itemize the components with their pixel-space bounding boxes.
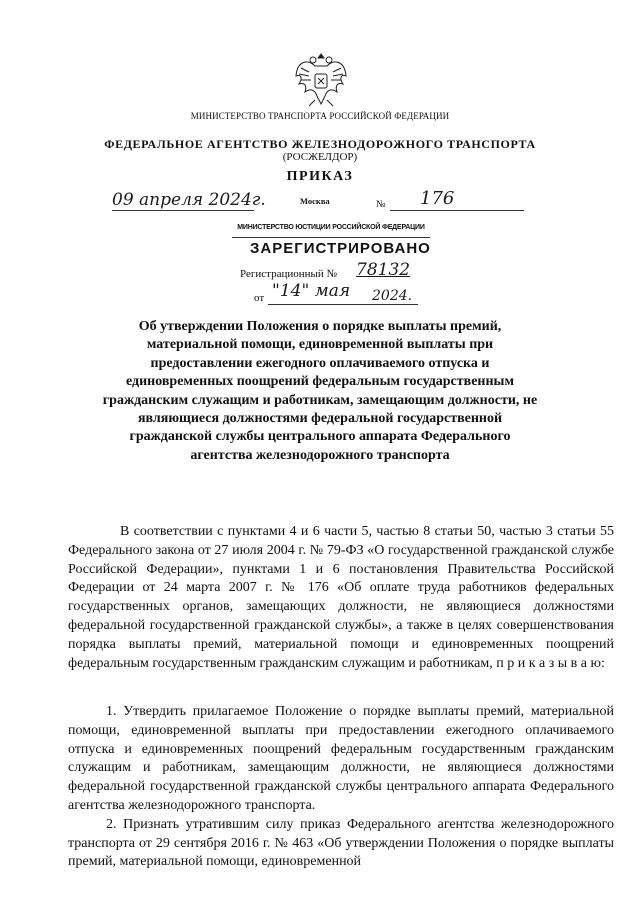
- order-number: 176: [420, 188, 455, 209]
- order-item-2: 2. Признать утратившим силу приказ Федерального агентства железнодорожного транспорта от 29 сентября 2016 г. № 463 «Об утверждении Положения о порядке выплаты премий, материальной помощи, единовременной: [68, 816, 614, 870]
- stamp-reg-label: Регистрационный №: [240, 268, 338, 280]
- stamp-from-date: "14" мая: [272, 281, 351, 301]
- stamp-year: 2024.: [372, 288, 413, 304]
- agency-name: ФЕДЕРАЛЬНОЕ АГЕНТСТВО ЖЕЛЕЗНОДОРОЖНОГО ТРАНСПОРТА: [104, 137, 536, 151]
- document-heading: Об утверждении Положения о порядке выплаты премий, материальной помощи, единовременной выплаты при предоставлении ежегодного оплачиваемого отпуска и единовременных поощрений федеральным государственным гражданским служащим и работникам, замещающим должности, не являющиеся должностями федеральной государственной гражданской службы центрального аппарата Федерального агентства железнодорожного транспорта: [102, 319, 538, 463]
- stamp-date-underline: [268, 304, 418, 305]
- stamp-reg-number: 78132: [356, 260, 411, 280]
- stamp-title: ЗАРЕГИСТРИРОВАНО: [250, 240, 431, 257]
- stamp-ministry: МИНИСТЕРСТВО ЮСТИЦИИ РОССИЙСКОЙ ФЕДЕРАЦИИ: [237, 224, 425, 231]
- order-item-1: 1. Утвердить прилагаемое Положение о порядке выплаты премий, материальной помощи, единовременной выплаты при предоставлении ежегодного оплачиваемого отпуска и единовременных поощрений федеральным государственным гражданским служащим и работникам, замещающим должности, не являющиеся должностями федеральной государственной гражданской службы центрального аппарата Федерального агентства железнодорожного транспорта.: [68, 704, 614, 813]
- order-title: ПРИКАЗ: [286, 169, 354, 184]
- date-underline: [112, 210, 254, 211]
- number-underline: [390, 210, 524, 211]
- preamble-paragraph: В соответствии с пунктами 4 и 6 части 5, частью 8 статьи 50, частью 3 статьи 55 Федерального закона от 27 июля 2004 г. № 79-ФЗ «О государственной гражданской службе Российской Федерации», пунктами 1 и 6 постановления Правительства Российской Федерации от 24 марта 2007 г. № 176 «Об оплате труда работников федеральных государственных органов, замещающих должности, не являющиеся должностями федеральной государственной гражданской службы», а также в целях совершенствования порядка выплаты премий, материальной помощи и единовременных поощрений федеральным государственным гражданским служащим и работникам, п р и к а з ы в а ю:: [68, 524, 614, 671]
- order-date: 09 апреля 2024г.: [112, 190, 266, 210]
- ministry-name: МИНИСТЕРСТВО ТРАНСПОРТА РОССИЙСКОЙ ФЕДЕРАЦИИ: [190, 111, 450, 121]
- stamp-from-label: от: [254, 292, 265, 304]
- order-city: Москва: [300, 196, 330, 206]
- order-number-label: №: [376, 199, 386, 210]
- stamp-divider: [232, 237, 430, 238]
- agency-short-name: (РОСЖЕЛДОР): [282, 151, 358, 163]
- russian-coat-of-arms-icon: [293, 48, 349, 110]
- order-items: [68, 703, 614, 872]
